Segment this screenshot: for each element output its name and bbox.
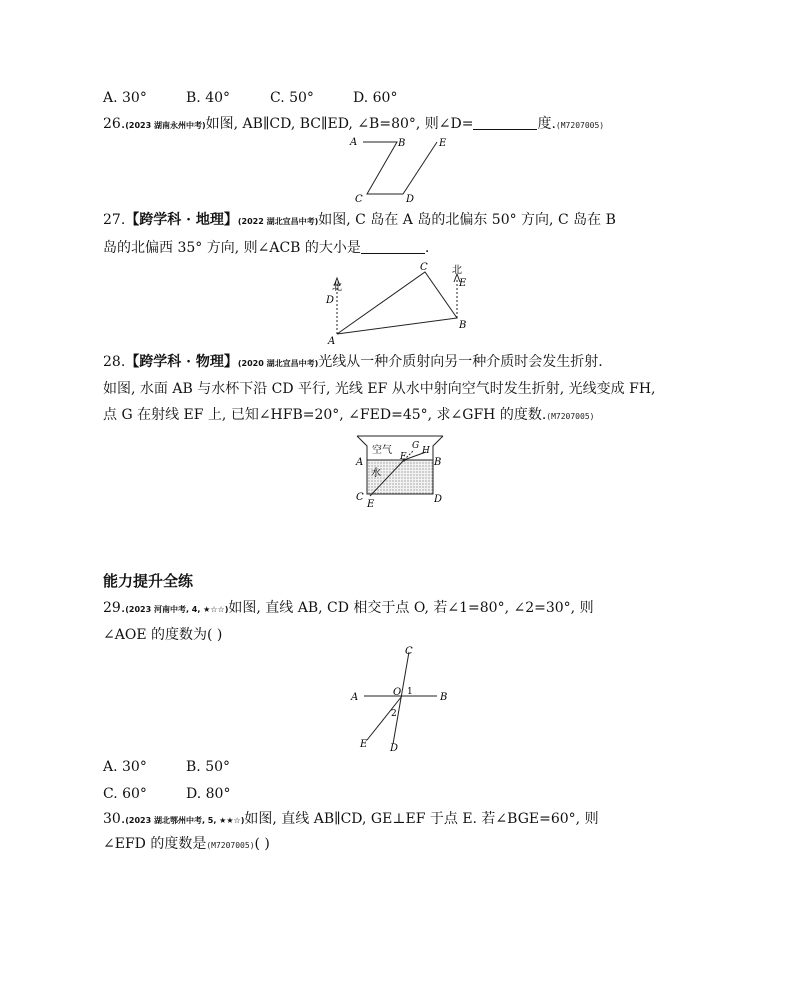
- q28-label-a: A: [356, 457, 364, 468]
- q29-label-e: E: [360, 739, 368, 750]
- q29-label-b: B: [440, 692, 448, 703]
- q27-tag: 【跨学科 · 地理】: [125, 212, 238, 228]
- q28-text3: 点 G 在射线 EF 上, 已知∠HFB=20°, ∠FED=45°, 求∠GFH 的度数.: [103, 407, 547, 423]
- q26-label-b: B: [398, 138, 406, 149]
- q29-option-a: A. 30°: [103, 759, 147, 775]
- q29-text2: ∠AOE 的度数为( ): [103, 627, 223, 643]
- q28-tag: 【跨学科 · 物理】: [125, 354, 238, 370]
- q28-label-d: D: [434, 494, 443, 505]
- q27-answer-blank: [361, 239, 425, 254]
- q27-text2: 岛的北偏西 35° 方向, 则∠ACB 的大小是: [103, 240, 361, 256]
- q28-text2: 如图, 水面 AB 与水杯下沿 CD 平行, 光线 EF 从水中射向空气时发生折射, 光线变成 FH,: [103, 381, 656, 397]
- q27-source: (2022 湖北宜昌中考): [237, 217, 319, 226]
- q27-north-label-b: 北: [452, 265, 462, 276]
- q25-option-c: C. 50°: [270, 90, 314, 106]
- q28-label-e: E: [367, 499, 375, 510]
- q25-option-a: A. 30°: [103, 90, 147, 106]
- q28-question-line2: [103, 379, 656, 399]
- q29-label-c: C: [405, 646, 413, 657]
- q26-tail: 度.: [537, 116, 556, 132]
- q29-option-d: D. 80°: [186, 786, 231, 802]
- q29-number: 29.: [103, 600, 126, 616]
- q26-label-c: C: [355, 194, 363, 205]
- q28-question-line3: [103, 405, 594, 427]
- q28-text1: 光线从一种介质射向另一种介质时会发生折射.: [318, 354, 603, 370]
- q26-label-d: D: [406, 194, 415, 205]
- q26-number: 26.: [103, 116, 126, 132]
- q25-option-d: D. 60°: [353, 90, 398, 106]
- q29-angle-2: 2: [391, 709, 397, 719]
- q29-source: (2023 河南中考, 4, ★☆☆): [125, 605, 229, 614]
- q27-number: 27.: [103, 212, 126, 228]
- q27-label-a: A: [328, 336, 336, 347]
- q27-label-d: D: [326, 295, 335, 306]
- q29-option-c: C. 60°: [103, 786, 147, 802]
- q27-text1: 如图, C 岛在 A 岛的北偏东 50° 方向, C 岛在 B: [318, 212, 616, 228]
- q28-source: (2020 湖北宜昌中考): [237, 359, 319, 368]
- q28-label-air: 空气: [372, 445, 392, 456]
- q26-figure: [340, 132, 460, 204]
- q27-label-e: E: [459, 278, 467, 289]
- q29-angle-1: 1: [407, 687, 413, 697]
- q28-label-g: G: [412, 441, 420, 451]
- q29-question-line2: [103, 625, 222, 645]
- q27-label-b: B: [459, 320, 467, 331]
- q30-tail: ( ): [254, 836, 270, 852]
- q30-question-line1: [103, 809, 599, 831]
- q30-text2: ∠EFD 的度数是: [103, 836, 207, 852]
- q29-text1: 如图, 直线 AB, CD 相交于点 O, 若∠1=80°, ∠2=30°, 则: [228, 600, 594, 616]
- q28-label-h: H: [422, 446, 430, 456]
- q30-number: 30.: [103, 811, 126, 827]
- q26-label-a: A: [350, 137, 358, 148]
- q26-answer-blank: [473, 115, 537, 130]
- q28-question-line1: [103, 352, 603, 374]
- q26-text: 如图, AB∥CD, BC∥ED, ∠B=80°, 则∠D=: [205, 116, 474, 132]
- q30-text1: 如图, 直线 AB∥CD, GE⊥EF 于点 E. 若∠BGE=60°, 则: [244, 811, 599, 827]
- q28-code: (M7207005): [546, 412, 595, 421]
- q27-question-line2: [103, 238, 429, 258]
- q29-figure: [345, 644, 465, 756]
- q28-label-c: C: [356, 492, 364, 503]
- q29-label-a: A: [351, 692, 359, 703]
- q25-option-b: B. 40°: [186, 90, 231, 106]
- q28-label-b: B: [434, 457, 442, 468]
- q29-question-line1: [103, 598, 594, 620]
- q26-code: (M7207005): [555, 121, 605, 130]
- q27-label-c: C: [420, 262, 428, 273]
- q30-source: (2023 湖北鄂州中考, 5, ★★☆): [125, 816, 245, 825]
- q28-label-f: F: [400, 452, 407, 462]
- q29-option-b: B. 50°: [186, 759, 231, 775]
- q27-tail: .: [424, 240, 430, 256]
- q29-label-d: D: [390, 743, 399, 754]
- q26-source: (2023 湖南永州中考): [125, 121, 206, 130]
- q28-label-water: 水: [371, 468, 381, 479]
- q27-figure: [320, 260, 480, 347]
- q28-number: 28.: [103, 354, 126, 370]
- q28-figure: [350, 432, 450, 512]
- q26-label-e: E: [439, 138, 447, 149]
- section-title: 能力提升全练: [103, 572, 194, 590]
- q29-label-o: O: [393, 687, 402, 698]
- q27-question-line1: [103, 210, 616, 232]
- q30-code: (M7207005): [206, 841, 255, 850]
- q30-question-line2: [103, 834, 270, 856]
- q27-north-label-a: 北: [332, 282, 342, 293]
